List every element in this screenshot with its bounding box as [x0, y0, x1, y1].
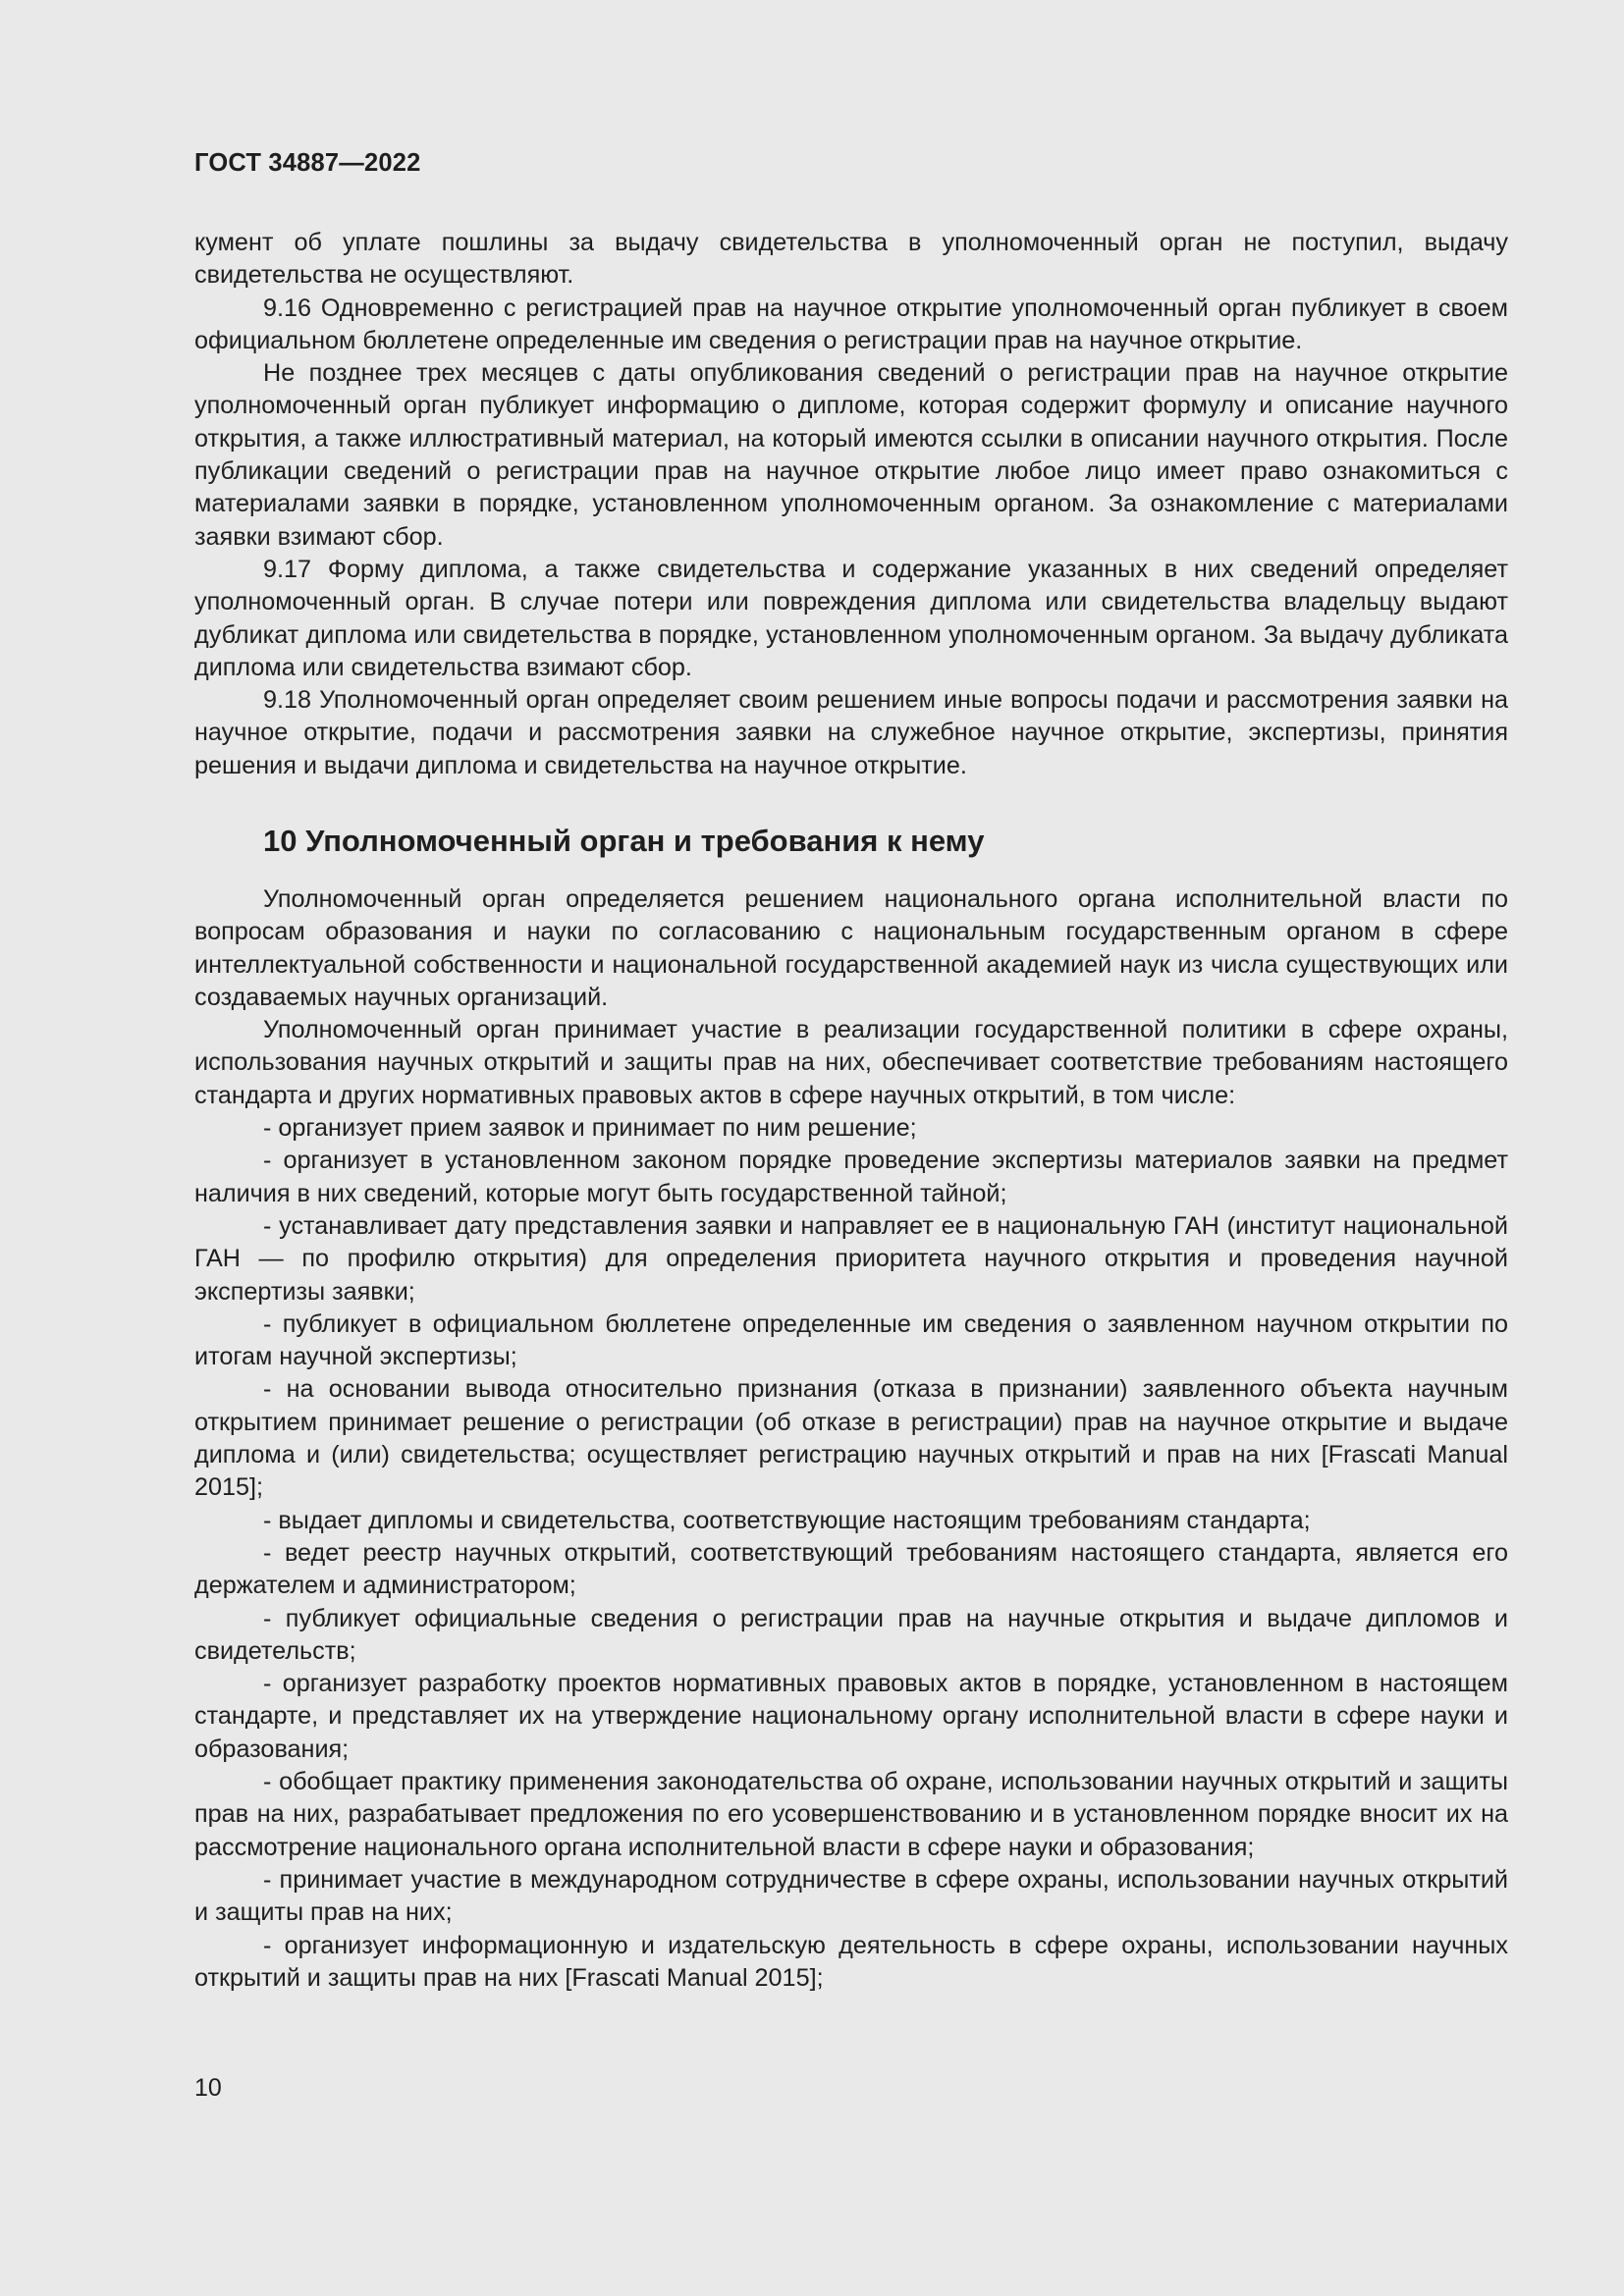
list-item: - ведет реестр научных открытий, соответствующий требованиям настоящего стандарта, является его держателем и администратором; — [194, 1538, 1508, 1600]
paragraph-publication-term: Не позднее трех месяцев с даты опубликования сведений о регистрации прав на научное открытие уполномоченный орган публикует информацию о дипломе, которая содержит формулу и описание научного открытия, а также иллюстративный материал, на который имеются ссылки в описании научного открытия. После публикации сведений о регистрации прав на научное открытие любое лицо имеет право ознакомиться с материалами заявки в порядке, установленном уполномоченным органом. За ознакомление с материалами заявки взимают сбор. — [194, 359, 1508, 551]
text-block-section-9-continuation — [194, 227, 1508, 782]
list-item: - организует разработку проектов нормативных правовых актов в порядке, установленном в настоящем стандарте, и представляет их на утверждение национальному органу исполнительной власти в сфере науки и образования; — [194, 1670, 1508, 1763]
paragraph-authority-role: Уполномоченный орган принимает участие в реализации государственной политики в сфере охраны, использования научных открытий и защиты прав на них, обеспечивает соответствие требованиям настоящего стандарта и других нормативных правовых актов в сфере научных открытий, в том числе: — [194, 1016, 1508, 1109]
document-code-header: ГОСТ 34887—2022 — [194, 149, 421, 177]
list-item: - на основании вывода относительно признания (отказа в признании) заявленного объекта научным открытием принимает решение о регистрации (об отказе в регистрации) прав на научное открытие и выдаче диплома и (или) свидетельства; осуществляет регистрацию научных открытий и прав на них [Frascati Manual 2015]; — [194, 1375, 1508, 1502]
paragraph-9-18: 9.18 Уполномоченный орган определяет своим решением иные вопросы подачи и рассмотрения заявки на научное открытие, подачи и рассмотрения заявки на служебное научное открытие, экспертизы, принятия решения и выдачи диплома и свидетельства на научное открытие. — [194, 686, 1508, 779]
paragraph-9-17: 9.17 Форму диплома, а также свидетельства и содержание указанных в них сведений определяет уполномоченный орган. В случае потери или повреждения диплома или свидетельства владельцу выдают дубликат диплома или свидетельства в порядке, установленном уполномоченным органом. За выдачу дубликата диплома или свидетельства взимают сбор. — [194, 555, 1508, 681]
list-item: - публикует в официальном бюллетене определенные им сведения о заявленном научном открытии по итогам научной экспертизы; — [194, 1309, 1508, 1371]
paragraph-9-16: 9.16 Одновременно с регистрацией прав на научное открытие уполномоченный орган публикует в своем официальном бюллетене определенные им сведения о регистрации прав на научное открытие. — [194, 294, 1508, 354]
list-item: - организует прием заявок и принимает по ним решение; — [263, 1114, 917, 1143]
page-number: 10 — [194, 2074, 222, 2102]
paragraph-continuation: кумент об уплате пошлины за выдачу свидетельства в уполномоченный орган не поступил, выдачу свидетельства не осуществляют. — [194, 229, 1508, 290]
list-item: - организует информационную и издательскую деятельность в сфере охраны, использовании научных открытий и защиты прав на них [Frascati Manual 2015]; — [194, 1931, 1508, 1992]
list-item: - обобщает практику применения законодательства об охране, использовании научных открытий и защиты прав на них, разрабатывает предложения по его усовершенствованию и в установленном порядке вносит их на рассмотрение национального органа исполнительной власти в сфере науки и образования; — [194, 1768, 1508, 1861]
list-item: - публикует официальные сведения о регистрации прав на научные открытия и выдаче дипломов и свидетельств; — [194, 1604, 1508, 1665]
paragraph-authority-definition: Уполномоченный орган определяется решением национального органа исполнительной власти по вопросам образования и науки по согласованию с национальным государственным органом в сфере интеллектуальной собственности и национальной государственной академией наук из числа существующих или создаваемых научных организаций. — [194, 885, 1508, 1011]
section-10-heading: 10 Уполномоченный орган и требования к нему — [263, 824, 985, 858]
text-block-section-10 — [194, 883, 1508, 1995]
list-item: - устанавливает дату представления заявки и направляет ее в национальную ГАН (институт национальной ГАН — по профилю открытия) для определения приоритета научного открытия и проведения научной экспертизы заявки; — [194, 1211, 1508, 1306]
list-item: - выдает дипломы и свидетельства, соответствующие настоящим требованиям стандарта; — [263, 1506, 1311, 1534]
list-item: - организует в установленном законом порядке проведение экспертизы материалов заявки на предмет наличия в них сведений, которые могут быть государственной тайной; — [194, 1147, 1508, 1207]
list-item: - принимает участие в международном сотрудничестве в сфере охраны, использовании научных открытий и защиты прав на них; — [194, 1865, 1508, 1927]
document-page — [194, 0, 1508, 2296]
